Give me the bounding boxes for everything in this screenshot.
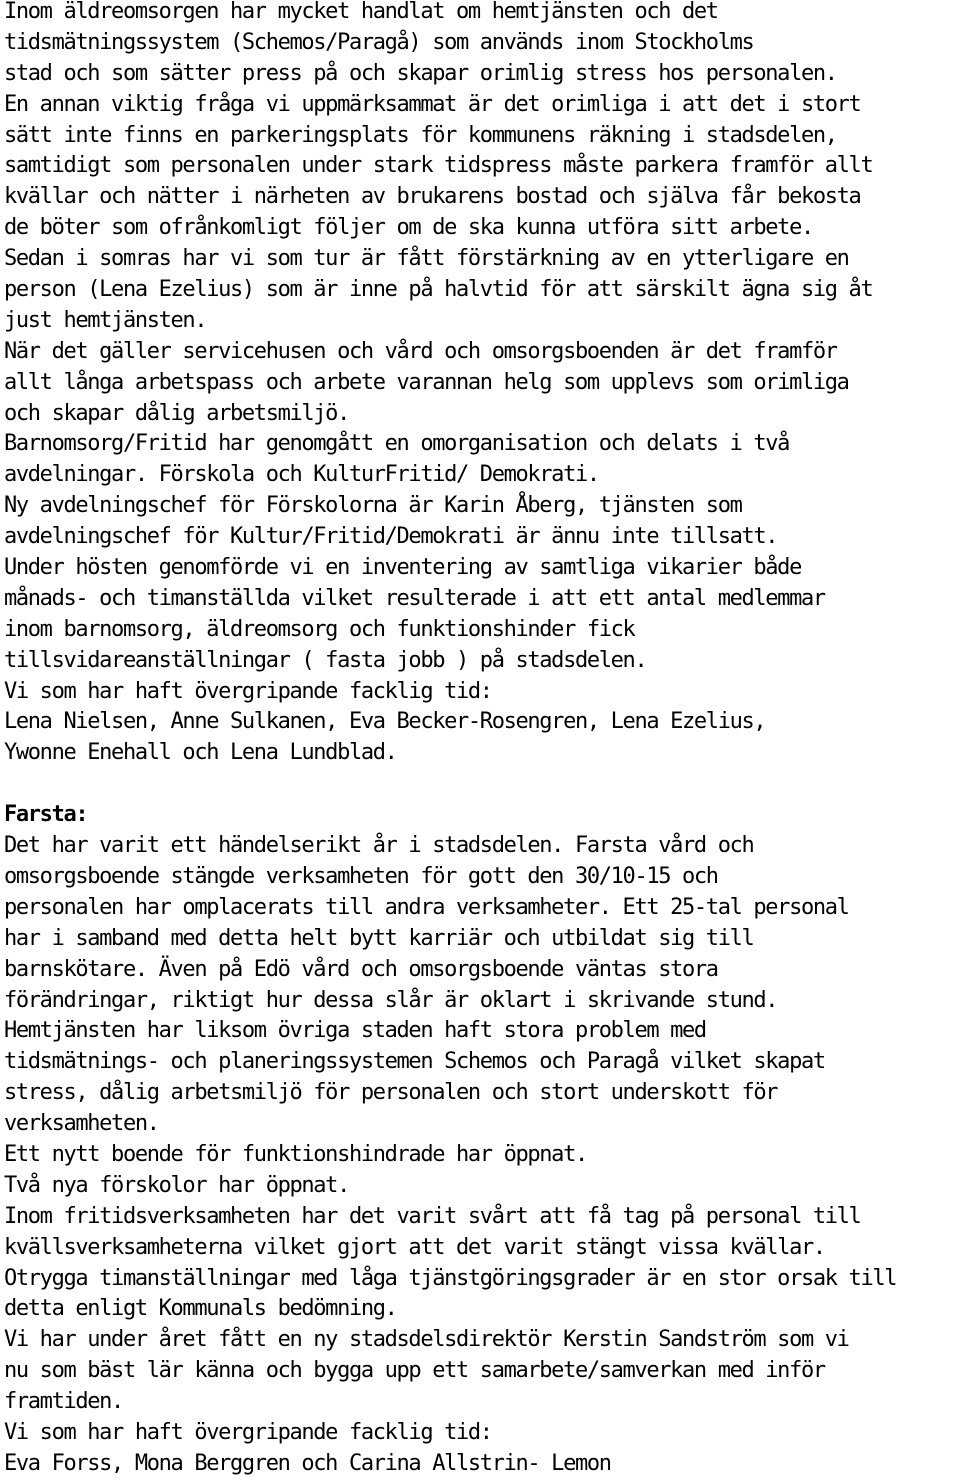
text-line: Det har varit ett händelserikt år i stadsdelen. Farsta vård och: [4, 833, 754, 859]
text-line: Otrygga timanställningar med låga tjänstgöringsgrader är en stor orsak till: [4, 1265, 897, 1291]
text-line: avdelningar. Förskola och KulturFritid/ Demokrati.: [4, 462, 599, 488]
text-line: En annan viktig fråga vi uppmärksammat är det orimliga i att det i stort: [4, 91, 861, 117]
text-line: Vi har under året fått en ny stadsdelsdirektör Kerstin Sandström som vi: [4, 1327, 849, 1353]
text-line: När det gäller servicehusen och vård och omsorgsboenden är det framför: [4, 338, 837, 364]
text-line: inom barnomsorg, äldreomsorg och funktionshinder fick: [4, 616, 635, 642]
text-line: Ett nytt boende för funktionshindrade har öppnat.: [4, 1141, 587, 1167]
text-line: barnskötare. Även på Edö vård och omsorgsboende väntas stora: [4, 956, 718, 982]
text-line: Sedan i somras har vi som tur är fått förstärkning av en ytterligare en: [4, 246, 849, 272]
text-line: allt långa arbetspass och arbete varannan helg som upplevs som orimliga: [4, 369, 849, 395]
text-line: omsorgsboende stängde verksamheten för gott den 30/10-15 och: [4, 863, 718, 889]
text-line: Två nya förskolor har öppnat.: [4, 1172, 349, 1198]
text-line: de böter som ofrånkomligt följer om de ska kunna utföra sitt arbete.: [4, 215, 813, 241]
text-line: Vi som har haft övergripande facklig tid:: [4, 1419, 492, 1445]
text-line: Inom äldreomsorgen har mycket handlat om hemtjänsten och det: [4, 0, 718, 24]
text-line: Ny avdelningschef för Förskolorna är Karin Åberg, tjänsten som: [4, 493, 742, 519]
text-line: Vi som har haft övergripande facklig tid:: [4, 678, 492, 704]
text-line: förändringar, riktigt hur dessa slår är oklart i skrivande stund.: [4, 987, 778, 1013]
text-line: och skapar dålig arbetsmiljö.: [4, 400, 349, 426]
text-line: verksamheten.: [4, 1111, 159, 1137]
text-line: samtidigt som personalen under stark tidspress måste parkera framför allt: [4, 153, 873, 179]
text-line: Hemtjänsten har liksom övriga staden haft stora problem med: [4, 1018, 706, 1044]
paragraph-gap: [4, 769, 956, 800]
text-line: just hemtjänsten.: [4, 307, 207, 333]
text-line: har i samband med detta helt bytt karriär och utbildat sig till: [4, 925, 754, 951]
text-line: avdelningschef för Kultur/Fritid/Demokrati är ännu inte tillsatt.: [4, 524, 778, 550]
text-line: nu som bäst lär känna och bygga upp ett samarbete/samverkan med inför: [4, 1358, 825, 1384]
text-line: tidsmätnings- och planeringssystemen Schemos och Paragå vilket skapat: [4, 1049, 825, 1075]
text-line: Ywonne Enehall och Lena Lundblad.: [4, 740, 397, 766]
text-line: Under hösten genomförde vi en inventering av samtliga vikarier både: [4, 555, 801, 581]
text-line: Lena Nielsen, Anne Sulkanen, Eva Becker-Rosengren, Lena Ezelius,: [4, 709, 766, 735]
text-line: tidsmätningssystem (Schemos/Paragå) som används inom Stockholms: [4, 29, 754, 55]
text-line: stress, dålig arbetsmiljö för personalen och stort underskott för: [4, 1080, 778, 1106]
text-line: Inom fritidsverksamheten har det varit svårt att få tag på personal till: [4, 1203, 861, 1229]
section-heading-farsta: Farsta:: [4, 802, 88, 828]
section-2-body: [4, 831, 956, 1480]
text-line: sätt inte finns en parkeringsplats för kommunens räkning i stadsdelen,: [4, 122, 837, 148]
text-line: kvällsverksamheterna vilket gjort att det varit stängt vissa kvällar.: [4, 1234, 825, 1260]
document-page: [4, 0, 956, 1480]
text-line: kvällar och nätter i närheten av brukarens bostad och själva får bekosta: [4, 184, 861, 210]
text-line: månads- och timanställda vilket resulterade i att ett antal medlemmar: [4, 585, 825, 611]
text-line: framtiden.: [4, 1389, 123, 1415]
text-line: stad och som sätter press på och skapar orimlig stress hos personalen.: [4, 60, 837, 86]
section-1-body: [4, 0, 956, 769]
text-line: Eva Forss, Mona Berggren och Carina Allstrin- Lemon: [4, 1450, 611, 1476]
text-line: detta enligt Kommunals bedömning.: [4, 1296, 397, 1322]
text-line: tillsvidareanställningar ( fasta jobb ) på stadsdelen.: [4, 647, 647, 673]
text-line: Barnomsorg/Fritid har genomgått en omorganisation och delats i två: [4, 431, 790, 457]
text-line: person (Lena Ezelius) som är inne på halvtid för att särskilt ägna sig åt: [4, 277, 873, 303]
text-line: personalen har omplacerats till andra verksamheter. Ett 25-tal personal: [4, 894, 849, 920]
